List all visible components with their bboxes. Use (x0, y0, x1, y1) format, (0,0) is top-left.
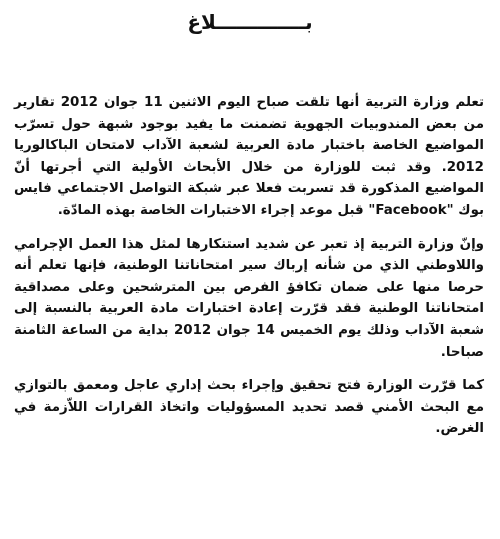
document-title: بـــــــــــــلاغ (187, 10, 313, 34)
paragraph-2: وإنّ وزارة التربية إذ تعبر عن شديد استنكارها لمثل هذا العمل الإجرامي واللاوطني الذي من شأنه إرباك سير امتحاناتنا الوطنية، فإنها تعلم أنه حرصا منها على ضمان تكافؤ الفرص بين المترشحين وعلى مصداقية امتحاناتنا الوطنية فقد قرّرت إعادة اختبارات مادة العربية بالنسبة إلى شعبة الآداب وذلك يوم الخميس 14 جوان 2012 بداية من الساعة الثامنة صباحا. (14, 236, 485, 360)
paragraph-1: تعلم وزارة التربية أنها تلقت صباح اليوم الاثنين 11 جوان 2012 تقارير من بعض المندوبيات الجهوية تضمنت ما يفيد بوجود شبهة حول تسرّب المواضيع الخاصة باختبار مادة العربية لشعبة الآداب لامتحان الباكالوريا 2012. وقد ثبت للوزارة من خلال الأبحاث الأولية التي أجرتها أنّ المواضيع المذكورة قد تسربت فعلا عبر شبكة التواصل الاجتماعي فايس بوك "Facebook" قبل موعد إجراء الاختبارات الخاصة بهذه المادّة. (14, 95, 484, 218)
document-body (14, 92, 484, 440)
paragraph-3: كما قرّرت الوزارة فتح تحقيق وإجراء بحث إداري عاجل ومعمق بالتوازي مع البحث الأمني قصد تحديد المسؤوليات واتخاذ القرارات اللاّزمة في الغرض. (14, 378, 484, 437)
